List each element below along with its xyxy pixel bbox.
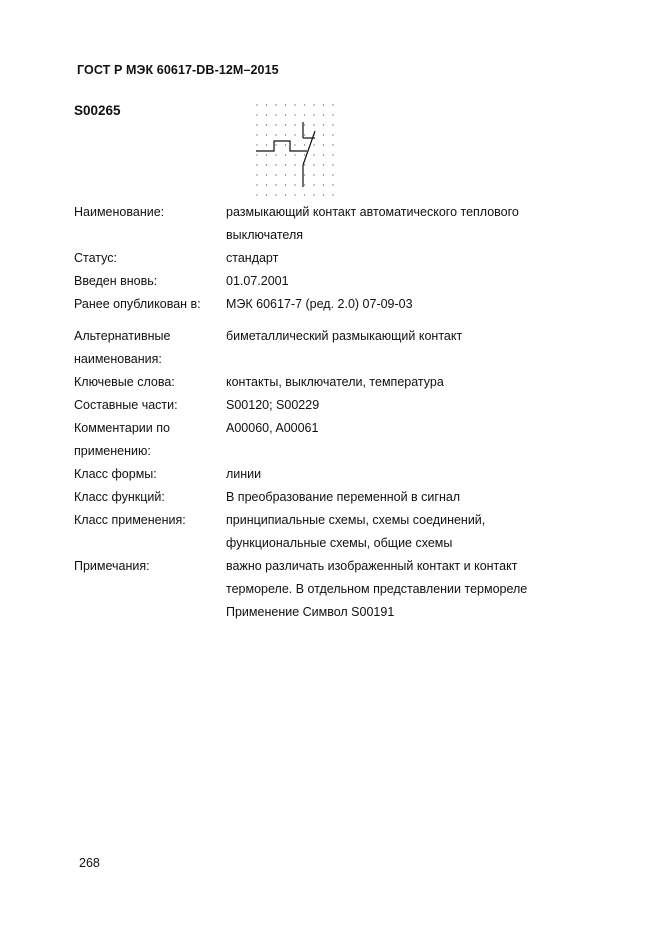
grid-dot xyxy=(304,194,305,195)
grid-dot xyxy=(266,184,267,185)
field-row-introduced xyxy=(74,270,594,293)
grid-dot xyxy=(323,104,324,105)
grid-dot xyxy=(323,114,324,115)
grid-dot xyxy=(294,184,295,185)
grid-dot xyxy=(275,194,276,195)
field-row-application-class xyxy=(74,509,594,555)
grid-dot xyxy=(304,114,305,115)
document-header: ГОСТ Р МЭК 60617-DB-12M–2015 xyxy=(77,63,279,77)
symbol-code: S00265 xyxy=(74,103,121,118)
grid-dot xyxy=(266,164,267,165)
grid-dot xyxy=(332,194,333,195)
grid-dot xyxy=(304,164,305,165)
grid-dot xyxy=(256,124,257,125)
field-value: биметаллический размыкающий контакт xyxy=(226,329,463,343)
field-label: Класс формы: xyxy=(74,467,157,481)
grid-dot xyxy=(285,154,286,155)
grid-dot xyxy=(285,144,286,145)
bimetallic-break-contact-icon xyxy=(250,100,340,200)
grid-dot xyxy=(256,154,257,155)
grid-dot xyxy=(266,154,267,155)
grid-dot xyxy=(323,144,324,145)
grid-dot xyxy=(313,174,314,175)
field-label: Составные части: xyxy=(74,398,178,412)
grid-dot xyxy=(332,134,333,135)
grid-dots xyxy=(256,104,333,195)
grid-dot xyxy=(266,194,267,195)
grid-dot xyxy=(266,114,267,115)
grid-dot xyxy=(275,174,276,175)
field-row-alternative-names xyxy=(74,325,594,371)
field-row-status xyxy=(74,247,594,270)
grid-dot xyxy=(304,174,305,175)
field-label: Введен вновь: xyxy=(74,274,158,288)
grid-dot xyxy=(313,114,314,115)
grid-dot xyxy=(332,164,333,165)
grid-dot xyxy=(332,144,333,145)
field-value: принципиальные схемы, схемы соединений, функциональные схемы, общие схемы xyxy=(226,513,486,550)
field-label: Ключевые слова: xyxy=(74,375,175,389)
grid-dot xyxy=(256,164,257,165)
grid-dot xyxy=(285,194,286,195)
grid-dot xyxy=(285,104,286,105)
grid-dot xyxy=(294,194,295,195)
grid-dot xyxy=(266,144,267,145)
field-value: A00060, A00061 xyxy=(226,421,319,435)
grid-dot xyxy=(275,104,276,105)
grid-dot xyxy=(275,154,276,155)
grid-dot xyxy=(332,124,333,125)
grid-dot xyxy=(256,104,257,105)
grid-dot xyxy=(323,134,324,135)
grid-dot xyxy=(294,144,295,145)
grid-dot xyxy=(294,104,295,105)
grid-dot xyxy=(313,184,314,185)
field-label: Примечания: xyxy=(74,559,150,573)
field-label: Класс применения: xyxy=(74,513,186,527)
grid-dot xyxy=(313,144,314,145)
grid-dot xyxy=(275,184,276,185)
grid-dot xyxy=(313,194,314,195)
grid-dot xyxy=(313,154,314,155)
grid-dot xyxy=(304,104,305,105)
grid-dot xyxy=(285,184,286,185)
grid-dot xyxy=(256,184,257,185)
field-label: Наименование: xyxy=(74,205,165,219)
grid-dot xyxy=(266,174,267,175)
grid-dot xyxy=(304,124,305,125)
grid-dot xyxy=(275,124,276,125)
field-value: важно различать изображенный контакт и контакт термореле. В отдельном представлении термореле Применение Символ S00191 xyxy=(226,559,528,619)
grid-dot xyxy=(323,124,324,125)
grid-dot xyxy=(256,194,257,195)
thermal-actuator-step xyxy=(256,141,307,151)
field-value: контакты, выключатели, температура xyxy=(226,375,444,389)
grid-dot xyxy=(332,104,333,105)
field-row-shape-class xyxy=(74,463,594,486)
grid-dot xyxy=(266,134,267,135)
grid-dot xyxy=(285,114,286,115)
grid-dot xyxy=(275,114,276,115)
field-row-keywords xyxy=(74,371,594,394)
field-value: стандарт xyxy=(226,251,279,265)
grid-dot xyxy=(256,174,257,175)
grid-dot xyxy=(332,184,333,185)
symbol-attributes-list xyxy=(74,201,594,624)
grid-dot xyxy=(266,104,267,105)
grid-dot xyxy=(256,134,257,135)
grid-dot xyxy=(294,154,295,155)
field-label: Ранее опубликован в: xyxy=(74,297,201,311)
field-label: Статус: xyxy=(74,251,117,265)
field-row-notes xyxy=(74,555,594,624)
grid-dot xyxy=(304,134,305,135)
grid-dot xyxy=(285,174,286,175)
grid-dot xyxy=(332,174,333,175)
grid-dot xyxy=(323,174,324,175)
field-value: S00120; S00229 xyxy=(226,398,320,412)
grid-dot xyxy=(304,144,305,145)
grid-dot xyxy=(275,164,276,165)
grid-dot xyxy=(332,114,333,115)
grid-dot xyxy=(266,124,267,125)
field-value: МЭК 60617-7 (ред. 2.0) 07-09-03 xyxy=(226,297,413,311)
page-number: 268 xyxy=(79,856,100,870)
field-row-components xyxy=(74,394,594,417)
grid-dot xyxy=(304,184,305,185)
grid-dot xyxy=(285,164,286,165)
field-row-function-class xyxy=(74,486,594,509)
grid-dot xyxy=(294,174,295,175)
grid-dot xyxy=(275,134,276,135)
movable-contact-blade xyxy=(303,131,315,165)
grid-dot xyxy=(285,134,286,135)
grid-dot xyxy=(285,124,286,125)
field-label: Альтернативные наименования: xyxy=(74,329,171,366)
grid-dot xyxy=(294,124,295,125)
grid-dot xyxy=(294,164,295,165)
grid-dot xyxy=(275,144,276,145)
grid-dot xyxy=(313,164,314,165)
field-label: Класс функций: xyxy=(74,490,165,504)
field-value: 01.07.2001 xyxy=(226,274,289,288)
field-label: Комментарии по применению: xyxy=(74,421,170,458)
field-value: линии xyxy=(226,467,262,481)
grid-dot xyxy=(323,194,324,195)
grid-dot xyxy=(332,154,333,155)
grid-dot xyxy=(294,134,295,135)
grid-dot xyxy=(323,154,324,155)
grid-dot xyxy=(304,154,305,155)
field-row-application-notes xyxy=(74,417,594,463)
field-row-name xyxy=(74,201,594,247)
grid-dot xyxy=(294,114,295,115)
grid-dot xyxy=(256,114,257,115)
grid-dot xyxy=(323,164,324,165)
grid-dot xyxy=(313,104,314,105)
grid-dot xyxy=(256,144,257,145)
field-row-previously-published xyxy=(74,293,594,316)
grid-dot xyxy=(313,124,314,125)
field-value: В преобразование переменной в сигнал xyxy=(226,490,461,504)
field-value: размыкающий контакт автоматического теплового выключателя xyxy=(226,205,519,242)
grid-dot xyxy=(323,184,324,185)
